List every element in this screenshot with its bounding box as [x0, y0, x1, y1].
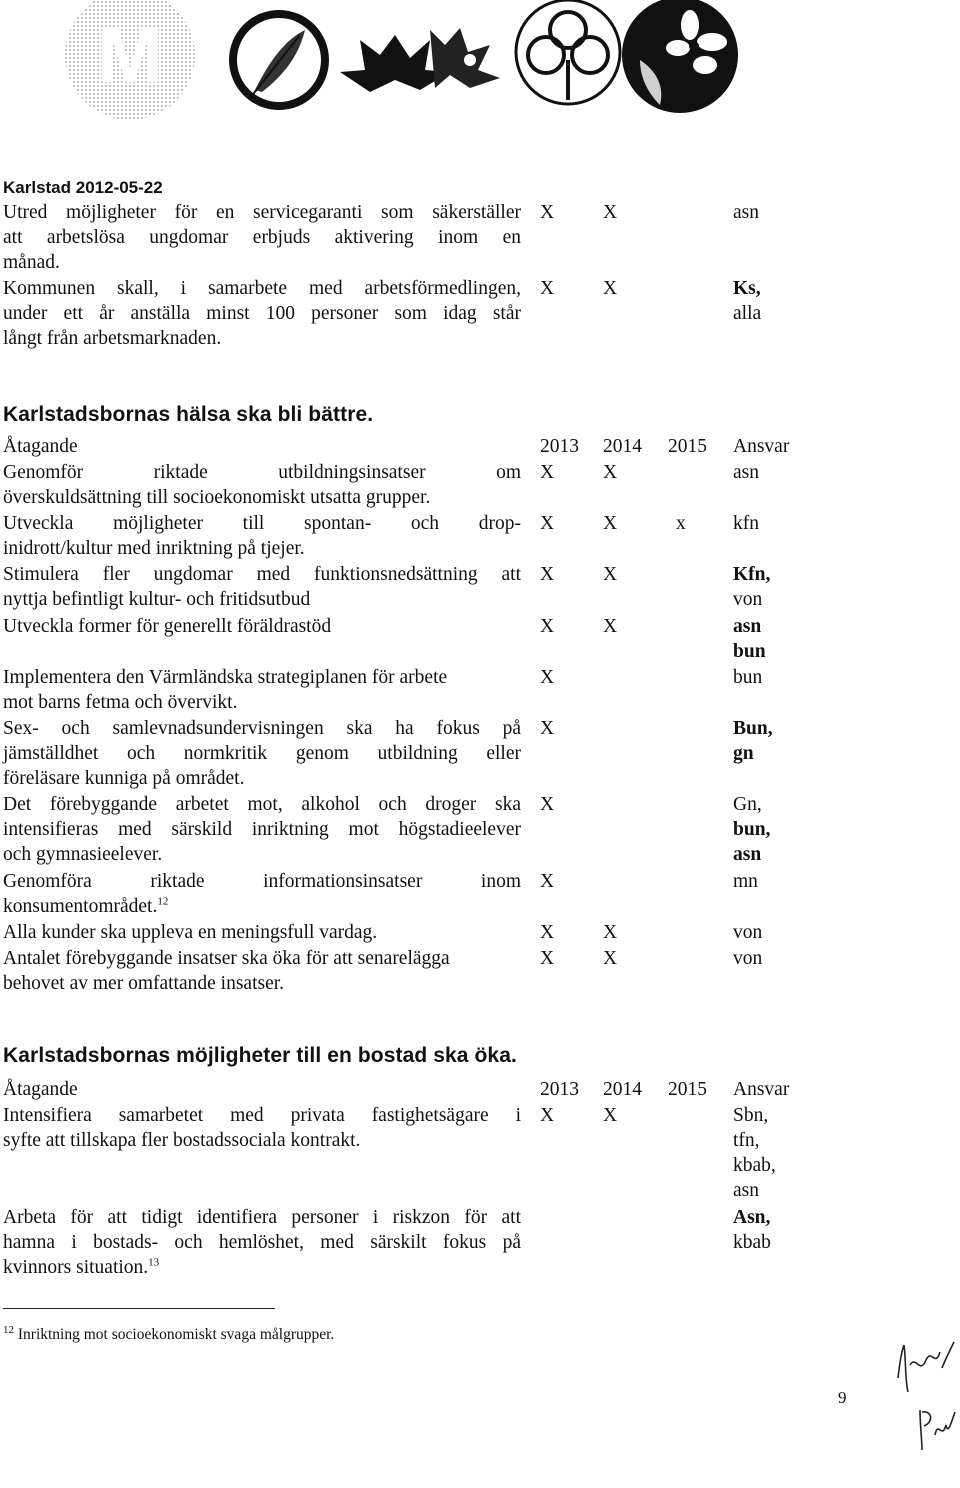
commitment-text-line: Utveckla möjligheter till spontan- och drop- [3, 513, 521, 534]
commitment-text-line-content: konsumentområdet. [3, 896, 158, 917]
column-header-ansvar: Ansvar [733, 436, 790, 457]
party-logo-feather-icon [229, 10, 329, 110]
responsible-unit: tfn, [733, 1130, 760, 1151]
party-logo-flower-icon [622, 0, 738, 113]
responsible-unit: kbab [733, 1232, 771, 1253]
responsible-unit: asn [733, 202, 759, 223]
column-header-ansvar: Ansvar [733, 1079, 790, 1100]
commitment-text-line: Sex- och samlevnadsundervisningen ska ha fokus på [3, 718, 521, 739]
year-mark-2013: X [540, 278, 555, 299]
year-mark-2015: x [676, 513, 686, 534]
column-header-2014: 2014 [603, 436, 642, 457]
commitment-text-line: Antalet förebyggande insatser ska öka för att senarelägga [3, 948, 450, 969]
year-mark-2013: X [540, 794, 555, 815]
commitment-text-line: jämställdhet och normkritik genom utbildning eller [3, 743, 521, 764]
footnote-ref: 13 [148, 1256, 160, 1269]
year-mark-2013: X [540, 667, 555, 688]
responsible-unit: asn [733, 844, 762, 865]
commitment-text-line: Stimulera fler ungdomar med funktionsnedsättning att [3, 564, 521, 585]
year-mark-2013: X [540, 948, 555, 969]
column-header-atagande: Åtagande [3, 1079, 78, 1100]
footnote-text: Inriktning mot socioekonomiskt svaga målgrupper. [17, 1326, 335, 1343]
signature-initials-icon [880, 1340, 960, 1488]
commitment-text-line: Utveckla former för generellt föräldrastöd [3, 616, 332, 637]
responsible-unit: von [733, 922, 763, 943]
commitment-text-line: Arbeta för att tidigt identifiera personer i riskzon för att [3, 1207, 521, 1228]
responsible-unit: Sbn, [733, 1105, 769, 1126]
commitment-text-line: att arbetslösa ungdomar erbjuds aktivering inom en [3, 227, 521, 248]
commitment-text-line: intensifieras med särskild inriktning mot högstadieelever [3, 819, 521, 840]
footnote-separator [3, 1308, 275, 1309]
year-mark-2013: X [540, 564, 555, 585]
section-heading-housing: Karlstadsbornas möjligheter till en bostad ska öka. [3, 1044, 517, 1067]
year-mark-2014: X [603, 564, 618, 585]
commitment-text-line: månad. [3, 252, 60, 273]
responsible-unit: Asn, [733, 1207, 771, 1228]
commitment-text-line [3, 894, 168, 919]
year-mark-2013: X [540, 513, 555, 534]
commitment-text-line: Intensifiera samarbetet med privata fastighetsägare i [3, 1105, 521, 1126]
year-mark-2014: X [603, 202, 618, 223]
party-logo-maple-leaves-icon [340, 28, 500, 92]
responsible-unit: bun [733, 641, 766, 662]
responsible-unit: bun [733, 667, 763, 688]
column-header-2014: 2014 [603, 1079, 642, 1100]
commitment-text-line: behovet av mer omfattande insatser. [3, 973, 285, 994]
commitment-text-line: under ett år anställa minst 100 personer som idag står [3, 303, 521, 324]
year-mark-2014: X [603, 948, 618, 969]
commitment-text-line: mot barns fetma och övervikt. [3, 692, 238, 713]
party-logo-m-icon [65, 0, 195, 120]
responsible-unit: asn [733, 462, 759, 483]
commitment-text-line [3, 1255, 159, 1280]
responsible-unit: von [733, 589, 763, 610]
year-mark-2013: X [540, 871, 555, 892]
responsible-unit: Gn, [733, 794, 762, 815]
responsible-unit: Kfn, [733, 564, 771, 585]
column-header-atagande: Åtagande [3, 436, 78, 457]
responsible-unit: bun, [733, 819, 771, 840]
commitment-text-line: syfte att tillskapa fler bostadssociala kontrakt. [3, 1130, 361, 1151]
commitment-text-line: och gymnasieelever. [3, 844, 163, 865]
year-mark-2013: X [540, 462, 555, 483]
responsible-unit: gn [733, 743, 754, 764]
commitment-text-line: Kommunen skall, i samarbete med arbetsförmedlingen, [3, 278, 521, 299]
year-mark-2013: X [540, 202, 555, 223]
commitment-text-line: Det förebyggande arbetet mot, alkohol och droger ska [3, 794, 521, 815]
commitment-text-line: inidrott/kultur med inriktning på tjejer. [3, 538, 305, 559]
commitment-text-line: Genomföra riktade informationsinsatser inom [3, 871, 521, 892]
responsible-unit: mn [733, 871, 758, 892]
year-mark-2014: X [603, 462, 618, 483]
svg-text:M: M [96, 10, 164, 99]
party-logo-clover-icon [516, 0, 620, 104]
year-mark-2014: X [603, 616, 618, 637]
responsible-unit: Ks, [733, 278, 761, 299]
year-mark-2014: X [603, 513, 618, 534]
year-mark-2013: X [540, 718, 555, 739]
commitment-text-line-content: kvinnors situation. [3, 1257, 149, 1278]
commitment-text-line: Implementera den Värmländska strategiplanen för arbete [3, 667, 448, 688]
party-logos-banner [0, 0, 960, 150]
commitment-text-line: långt från arbetsmarknaden. [3, 328, 222, 349]
commitment-text-line: föreläsare kunniga på området. [3, 768, 245, 789]
column-header-2013: 2013 [540, 436, 579, 457]
commitment-text-line: Alla kunder ska uppleva en meningsfull vardag. [3, 922, 378, 943]
column-header-2015: 2015 [668, 1079, 707, 1100]
year-mark-2014: X [603, 1105, 618, 1126]
commitment-text-line: Utred möjligheter för en servicegaranti som säkerställer [3, 202, 521, 223]
footnote-ref: 12 [157, 895, 169, 908]
page-number: 9 [838, 1388, 847, 1407]
commitment-text-line: nyttja befintligt kultur- och fritidsutbud [3, 589, 311, 610]
responsible-unit: von [733, 948, 763, 969]
responsible-unit: asn [733, 616, 762, 637]
responsible-unit: kbab, [733, 1155, 776, 1176]
responsible-unit: Bun, [733, 718, 773, 739]
commitment-text-line: Genomför riktade utbildningsinsatser om [3, 462, 521, 483]
document-date: Karlstad 2012-05-22 [3, 178, 163, 197]
responsible-unit: kfn [733, 513, 759, 534]
column-header-2013: 2013 [540, 1079, 579, 1100]
year-mark-2013: X [540, 616, 555, 637]
commitment-text-line: hamna i bostads- och hemlöshet, med särskilt fokus på [3, 1232, 521, 1253]
year-mark-2013: X [540, 1105, 555, 1126]
footnote: $^{12}$ Inriktning mot socioekonomiskt svaga målgrupper. [3, 1323, 335, 1343]
commitment-text-line: överskuldsättning till socioekonomiskt utsatta grupper. [3, 487, 431, 508]
section-heading-health: Karlstadsbornas hälsa ska bli bättre. [3, 403, 374, 426]
year-mark-2014: X [603, 278, 618, 299]
responsible-unit: asn [733, 1180, 759, 1201]
year-mark-2013: X [540, 922, 555, 943]
year-mark-2014: X [603, 922, 618, 943]
responsible-unit: alla [733, 303, 762, 324]
column-header-2015: 2015 [668, 436, 707, 457]
